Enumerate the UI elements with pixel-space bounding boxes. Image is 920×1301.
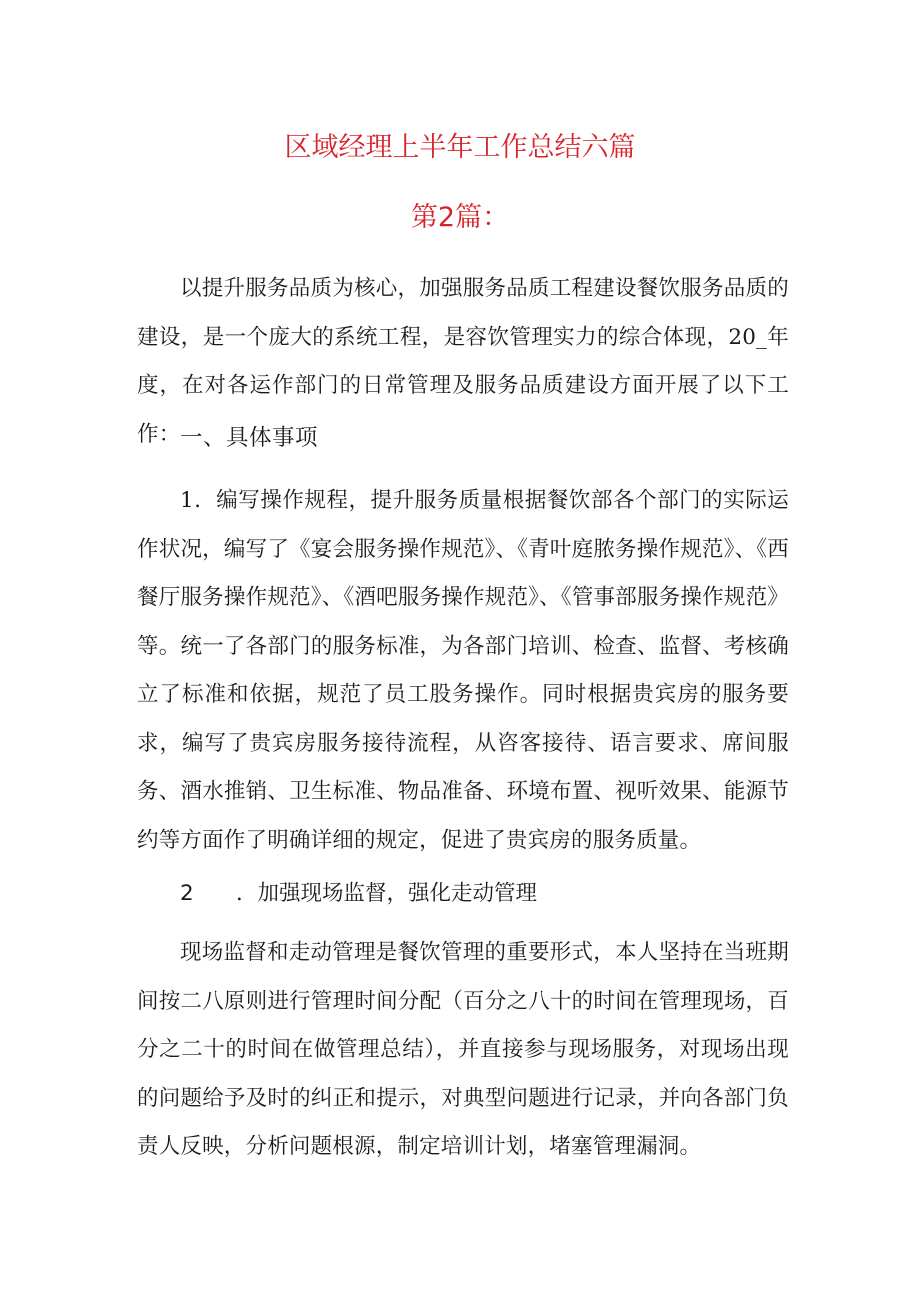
document-subtitle: 第2篇： (410, 202, 510, 233)
item2-title: ．加强现场监督，强化走动管理 (236, 881, 538, 906)
section-heading: 一、具体事项 (180, 425, 319, 451)
document-title: 区域经理上半年工作总结六篇 (284, 132, 636, 163)
item2-paragraph: 现场监督和走动管理是餐饮管理的重要形式，本人坚持在当班期间按二八原则进行管理时间分配（百分之八十的时间在管理现场，百分之二十的时间在做管理总结），并直接参与现场服务，对现场出现的问题给予及时的纠正和提示，对典型问题进行记录，并向各部门负责人反映，分析问题根源，制定培训计划，堵塞管理漏洞。 (137, 940, 789, 1159)
intro-paragraph: 以提升服务品质为核心，加强服务品质工程建设餐饮服务品质的建设，是一个庞大的系统工程，是容饮管理实力的综合体现，20_年度，在对各运作部门的日常管理及服务品质建设方面开展了以下工作： (137, 276, 789, 447)
item1-paragraph: 1．编写操作规程，提升服务质量根据餐饮部各个部门的实际运作状况，编写了《宴会服务操作规范》、《青叶庭脓务操作规范》、《西餐厅服务操作规范》、《酒吧服务操作规范》、《管事部服务操作规范》等。统一了各部门的服务标准，为各部门培训、检查、监督、考核确立了标准和依据，规范了员工股务操作。同时根据贵宾房的服务要求，编写了贵宾房服务接待流程，从咨客接待、语言要求、席间服务、酒水推销、卫生标准、物品准备、环境布置、视听效果、能源节约等方面作了明确详细的规定，促进了贵宾房的服务质量。 (137, 488, 789, 853)
item2-heading (180, 874, 537, 914)
item2-number: 2 (180, 881, 194, 906)
